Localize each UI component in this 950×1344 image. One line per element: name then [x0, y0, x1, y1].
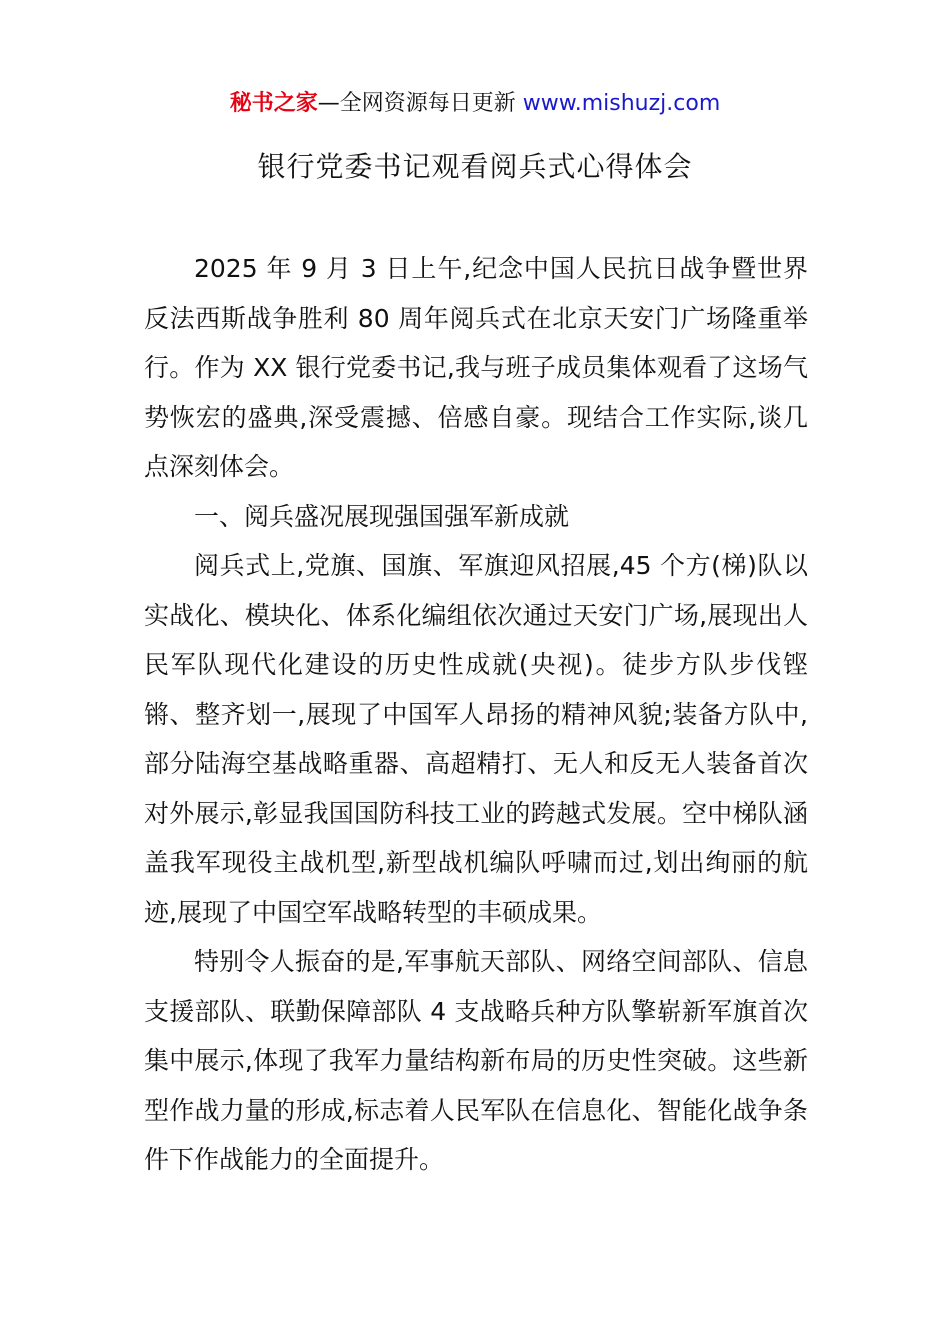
paragraph-parade: 阅兵式上,党旗、国旗、军旗迎风招展,45 个方(梯)队以实战化、模块化、体系化编组依次通过天安门广场,展现出人民军队现代化建设的历史性成就(央视)。徒步方队步伐铿锵、整齐划一,展现了中国军人昂扬的精神风貌;装备方队中,部分陆海空基战略重器、高超精打、无人和反无人装备首次对外展示,彰显我国国防科技工业的跨越式发展。空中梯队涵盖我军现役主战机型,新型战机编队呼啸而过,划出绚丽的航迹,展现了中国空军战略转型的丰硕成果。	[144, 551, 808, 927]
brand-name: 秘书之家	[229, 91, 318, 116]
section-heading-1: 一、阅兵盛况展现强国强军新成就	[194, 501, 570, 531]
document-title: 银行党委书记观看阅兵式心得体会	[257, 150, 693, 183]
paragraph-strategic-forces: 特别令人振奋的是,军事航天部队、网络空间部队、信息支援部队、联勤保障部队 4 支战略兵种方队擎崭新军旗首次集中展示,体现了我军力量结构新布局的历史性突破。这些新型作战力量的形成,标志着人民军队在信息化、智能化战争条件下作战能力的全面提升。	[144, 947, 808, 1174]
document-body	[144, 244, 808, 1185]
paragraph-intro: 2025 年 9 月 3 日上午,纪念中国人民抗日战争暨世界反法西斯战争胜利 80 周年阅兵式在北京天安门广场隆重举行。作为 XX 银行党委书记,我与班子成员集体观看了这场气势恢宏的盛典,深受震撼、倍感自豪。现结合工作实际,谈几点深刻体会。	[144, 254, 808, 481]
site-header	[0, 86, 950, 122]
header-slogan: —全网资源每日更新	[317, 91, 516, 116]
site-url-link[interactable]: www.mishuzj.com	[522, 91, 721, 116]
